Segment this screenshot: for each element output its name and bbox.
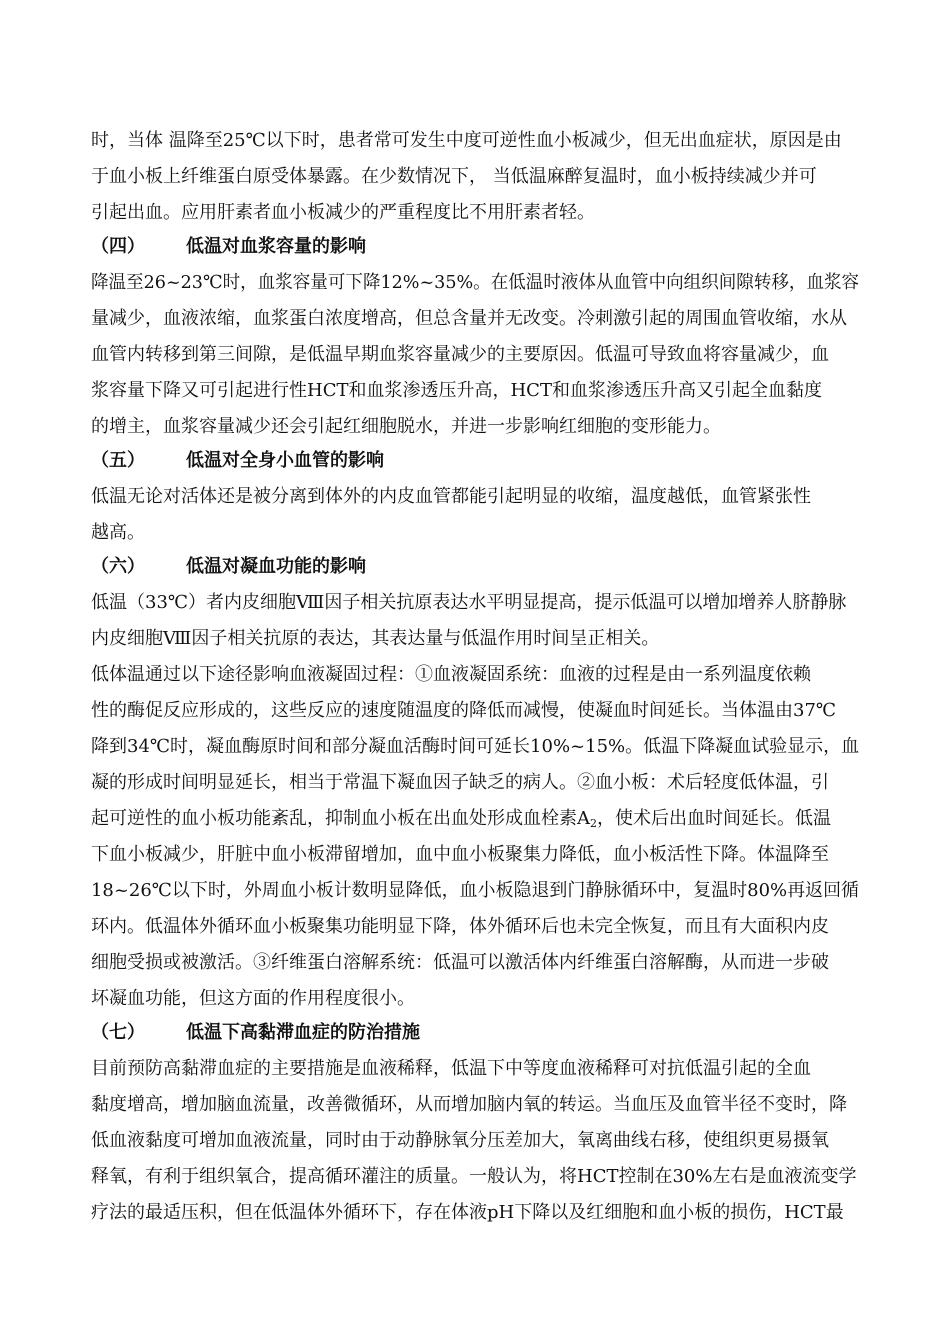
- paragraph-line: 低血液黏度可增加血液流量，同时由于动静脉氧分压差加大，氧离曲线右移，使组织更易摄氧: [91, 1130, 829, 1151]
- paragraph-text: ，使术后出血时间延长。低温: [597, 808, 831, 829]
- paragraph-line: 内皮细胞Ⅷ因子相关抗原的表达，其表达量与低温作用时间呈正相关。: [91, 628, 660, 649]
- paragraph-line: 时，当体 温降至25℃以下时，患者常可发生中度可逆性血小板减少，但无出血症状，原因是由: [91, 130, 842, 151]
- paragraph-line: 低体温通过以下途径影响血液凝固过程：①血液凝固系统：血液的过程是由一系列温度依赖: [91, 664, 811, 685]
- section-title: 低温对全身小血管的影响: [186, 450, 384, 471]
- paragraph-line: 黏度增高，增加脑血流量，改善微循环，从而增加脑内氧的转运。当血压及血管半径不变时，降: [91, 1094, 847, 1115]
- section-number: （五）: [91, 450, 145, 471]
- paragraph-line: 引起出血。应用肝素者血小板减少的严重程度比不用肝素者轻。: [91, 202, 595, 223]
- paragraph-line: 释氧，有利于组织氧合，提高循环灌注的质量。一般认为，将HCT控制在30%左右是血液流变学: [91, 1166, 857, 1187]
- section-title: 低温对血浆容量的影响: [186, 236, 366, 257]
- paragraph-line: 坏凝血功能，但这方面的作用程度很小。: [91, 988, 415, 1009]
- paragraph-line: 的增主，血浆容量减少还会引起红细胞脱水，并进一步影响红细胞的变形能力。: [91, 416, 721, 437]
- paragraph-line: 低温无论对活体还是被分离到体外的内皮血管都能引起明显的收缩，温度越低，血管紧张性: [91, 486, 811, 507]
- section-number: （六）: [91, 556, 145, 577]
- section-heading: [91, 555, 366, 579]
- paragraph-line: 疗法的最适压积，但在低温体外循环下，存在体液pH下降以及红细胞和血小板的损伤，HCT最: [91, 1202, 844, 1223]
- paragraph-line: 18~26℃以下时，外周血小板计数明显降低，血小板隐退到门静脉循环中，复温时80%再返回循: [91, 880, 860, 901]
- paragraph-line: [91, 807, 831, 831]
- subscript: 2: [590, 817, 597, 830]
- paragraph-line: 血管内转移到第三间隙，是低温早期血浆容量减少的主要原因。低温可导致血将容量减少，血: [91, 344, 829, 365]
- paragraph-line: 越高。: [91, 522, 145, 543]
- paragraph-line: 于血小板上纤维蛋白原受体暴露。在少数情况下， 当低温麻醉复温时，血小板持续减少并可: [91, 166, 817, 187]
- paragraph-line: 低温（33℃）者内皮细胞Ⅷ因子相关抗原表达水平明显提高，提示低温可以增加增养人脐静脉: [91, 592, 847, 613]
- paragraph-line: 性的酶促反应形成的，这些反应的速度随温度的降低而减慢，使凝血时间延长。当体温由37℃: [91, 700, 837, 721]
- paragraph-line: 下血小板减少，肝脏中血小板滞留增加，血中血小板聚集力降低，血小板活性下降。体温降至: [91, 844, 829, 865]
- paragraph-line: 降温至26~23℃时，血浆容量可下降12%~35%。在低温时液体从血管中向组织间隙转移，血浆容: [91, 272, 860, 293]
- paragraph-text: 起可逆性的血小板功能紊乱，抑制血小板在出血处形成血栓素A: [91, 808, 590, 829]
- paragraph-line: 目前预防高黏滞血症的主要措施是血液稀释，低温下中等度血液稀释可对抗低温引起的全血: [91, 1058, 811, 1079]
- paragraph-line: 凝的形成时间明显延长，相当于常温下凝血因子缺乏的病人。②血小板：术后轻度低体温，引: [91, 772, 829, 793]
- section-heading: [91, 235, 366, 259]
- section-heading: [91, 1021, 420, 1045]
- section-heading: [91, 449, 384, 473]
- section-title: 低温对凝血功能的影响: [186, 556, 366, 577]
- paragraph-line: 细胞受损或被激活。③纤维蛋白溶解系统：低温可以激活体内纤维蛋白溶解酶，从而进一步破: [91, 952, 829, 973]
- paragraph-line: 降到34℃时，凝血酶原时间和部分凝血活酶时间可延长10%~15%。低温下降凝血试验显示，血: [91, 736, 860, 757]
- section-number: （七）: [91, 1022, 145, 1043]
- section-title: 低温下高黏滞血症的防治措施: [186, 1022, 420, 1043]
- paragraph-line: 环内。低温体外循环血小板聚集功能明显下降，体外循环后也未完全恢复，而且有大面积内皮: [91, 916, 829, 937]
- paragraph-line: 浆容量下降又可引起进行性HCT和血浆渗透压升高，HCT和血浆渗透压升高又引起全血黏度: [91, 380, 822, 401]
- section-number: （四）: [91, 236, 145, 257]
- paragraph-line: 量减少，血液浓缩，血浆蛋白浓度增高，但总含量并无改变。冷刺激引起的周围血管收缩，水从: [91, 308, 847, 329]
